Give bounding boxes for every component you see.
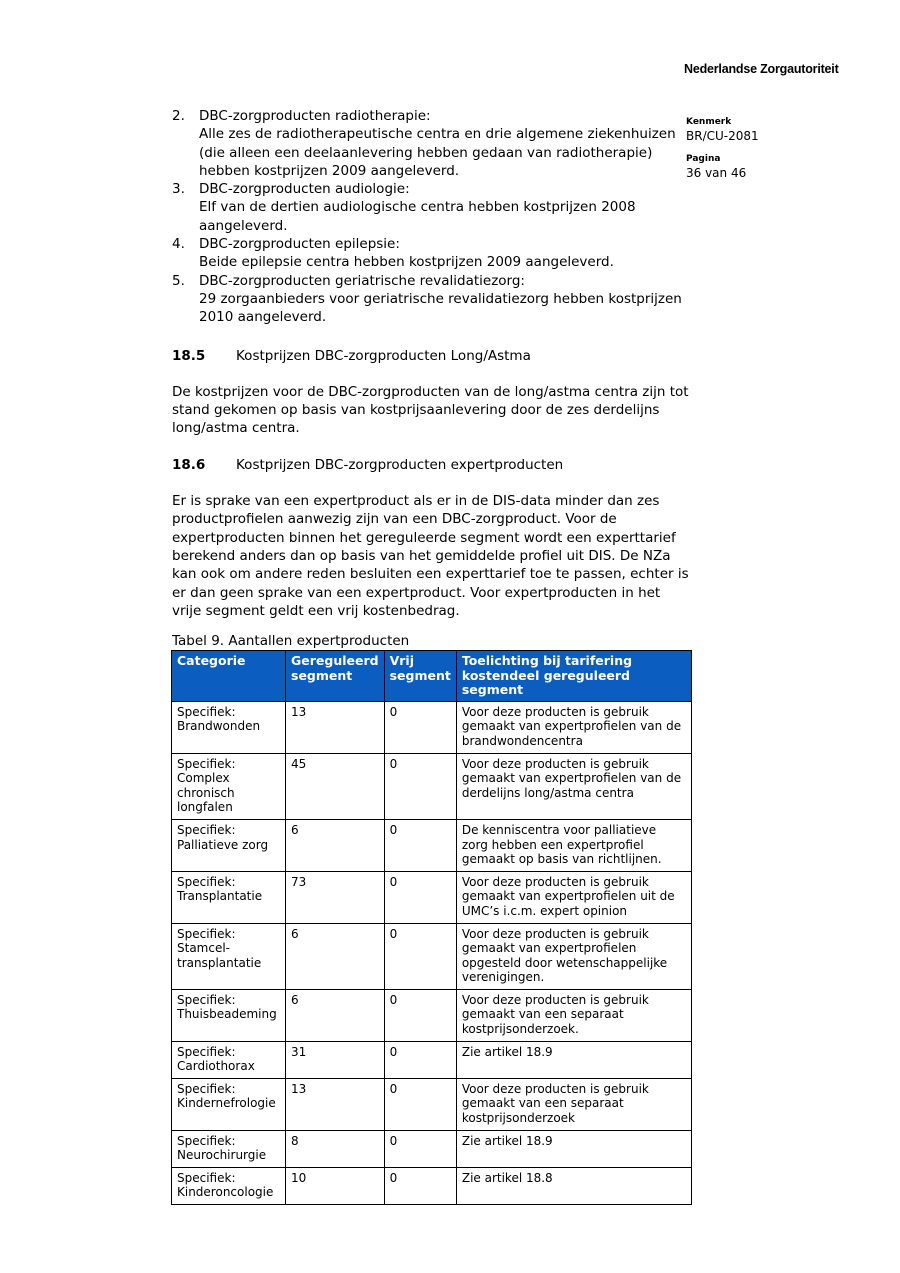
table-row: Specifiek: Kinderoncologie 10 0 Zie artikel 18.8 [172,1167,692,1204]
list-item: 3. DBC-zorgproducten audiologie: Elf van de dertien audiologische centra hebben kostprijzen 2008 aangeleverd. [172,181,636,234]
table-row: Specifiek: Stamcel-transplantatie 6 0 Voor deze producten is gebruik gemaakt van expertprofielen opgesteld door wetenschappelijke verenigingen. [172,923,692,989]
table-row: Specifiek: Palliatieve zorg 6 0 De kenniscentra voor palliatieve zorg hebben een expertprofiel gemaakt op basis van richtlijnen. [172,819,692,871]
list-item: 2. DBC-zorgproducten radiotherapie: Alle zes de radiotherapeutische centra en drie algemene ziekenhuizen (die alleen een deelaanlevering hebben gedaan van radiotherapie) hebben kostprijzen 2009 aangeleverd. [172,108,676,179]
table-header-row [172,651,692,702]
table-row: Specifiek: Cardiothorax 31 0 Zie artikel 18.9 [172,1041,692,1078]
list-item: 4. DBC-zorgproducten epilepsie: Beide epilepsie centra hebben kostprijzen 2009 aangeleverd. [172,236,614,271]
list-item: 5. DBC-zorgproducten geriatrische revalidatiezorg: 29 zorgaanbieders voor geriatrische revalidatiezorg hebben kostprijzen 2010 aangeleverd. [172,272,682,326]
organization-name: Nederlandse Zorgautoriteit [684,62,839,76]
section-paragraph: Er is sprake van een expertproduct als er in de DIS-data minder dan zes productprofielen aanwezig zijn van een DBC-zorgproduct. Voor de expertproducten binnen het gereguleerde segment wordt een experttarief berekend anders dan op basis van het gemiddelde profiel uit DIS. De NZa kan ook om andere reden besluiten een experttarief toe te passen, echter is er dan geen sprake van een expertproduct. Voor expertproducten in het vrije segment geldt een vrij kostenbedrag. [172,493,689,619]
kenmerk-value: BR/CU-2081 [686,129,759,143]
document-meta [686,115,759,180]
table-row: Specifiek: Kindernefrologie 13 0 Voor deze producten is gebruik gemaakt van een separaat kostprijsonderzoek [172,1078,692,1130]
section-heading-18-6: 18.6 Kostprijzen DBC-zorgproducten expertproducten [172,456,564,473]
pagina-value: 36 van 46 [686,166,747,180]
numbered-list [172,107,692,327]
document-body [172,107,692,620]
pagina-label: Pagina [686,154,721,164]
table-row: Specifiek: Neurochirurgie 8 0 Zie artikel 18.9 [172,1130,692,1167]
kenmerk-label: Kenmerk [686,117,732,127]
column-header: Categorie [172,651,286,702]
table-row: Specifiek: Thuisbeademing 6 0 Voor deze producten is gebruik gemaakt van een separaat kostprijsonderzoek. [172,989,692,1041]
table-row: Specifiek: Brandwonden 13 0 Voor deze producten is gebruik gemaakt van expertprofielen van de brandwondencentra [172,701,692,753]
expertproducten-table [171,650,692,1205]
table-row: Specifiek: Transplantatie 73 0 Voor deze producten is gebruik gemaakt van expertprofielen uit de UMC’s i.c.m. expert opinion [172,871,692,923]
section-heading-18-5: 18.5 Kostprijzen DBC-zorgproducten Long/Astma [172,347,531,364]
section-paragraph: De kostprijzen voor de DBC-zorgproducten van de long/astma centra zijn tot stand gekomen op basis van kostprijsaanlevering door de zes derdelijns long/astma centra. [172,383,689,437]
column-header: Gereguleerd segment [286,651,385,702]
column-header: Toelichting bij tarifering kostendeel gereguleerd segment [456,651,691,702]
column-header: Vrij segment [384,651,456,702]
table-caption: Tabel 9. Aantallen expertproducten [172,633,410,649]
table-row: Specifiek: Complex chronisch longfalen 45 0 Voor deze producten is gebruik gemaakt van expertprofielen van de derdelijns long/astma centra [172,753,692,819]
